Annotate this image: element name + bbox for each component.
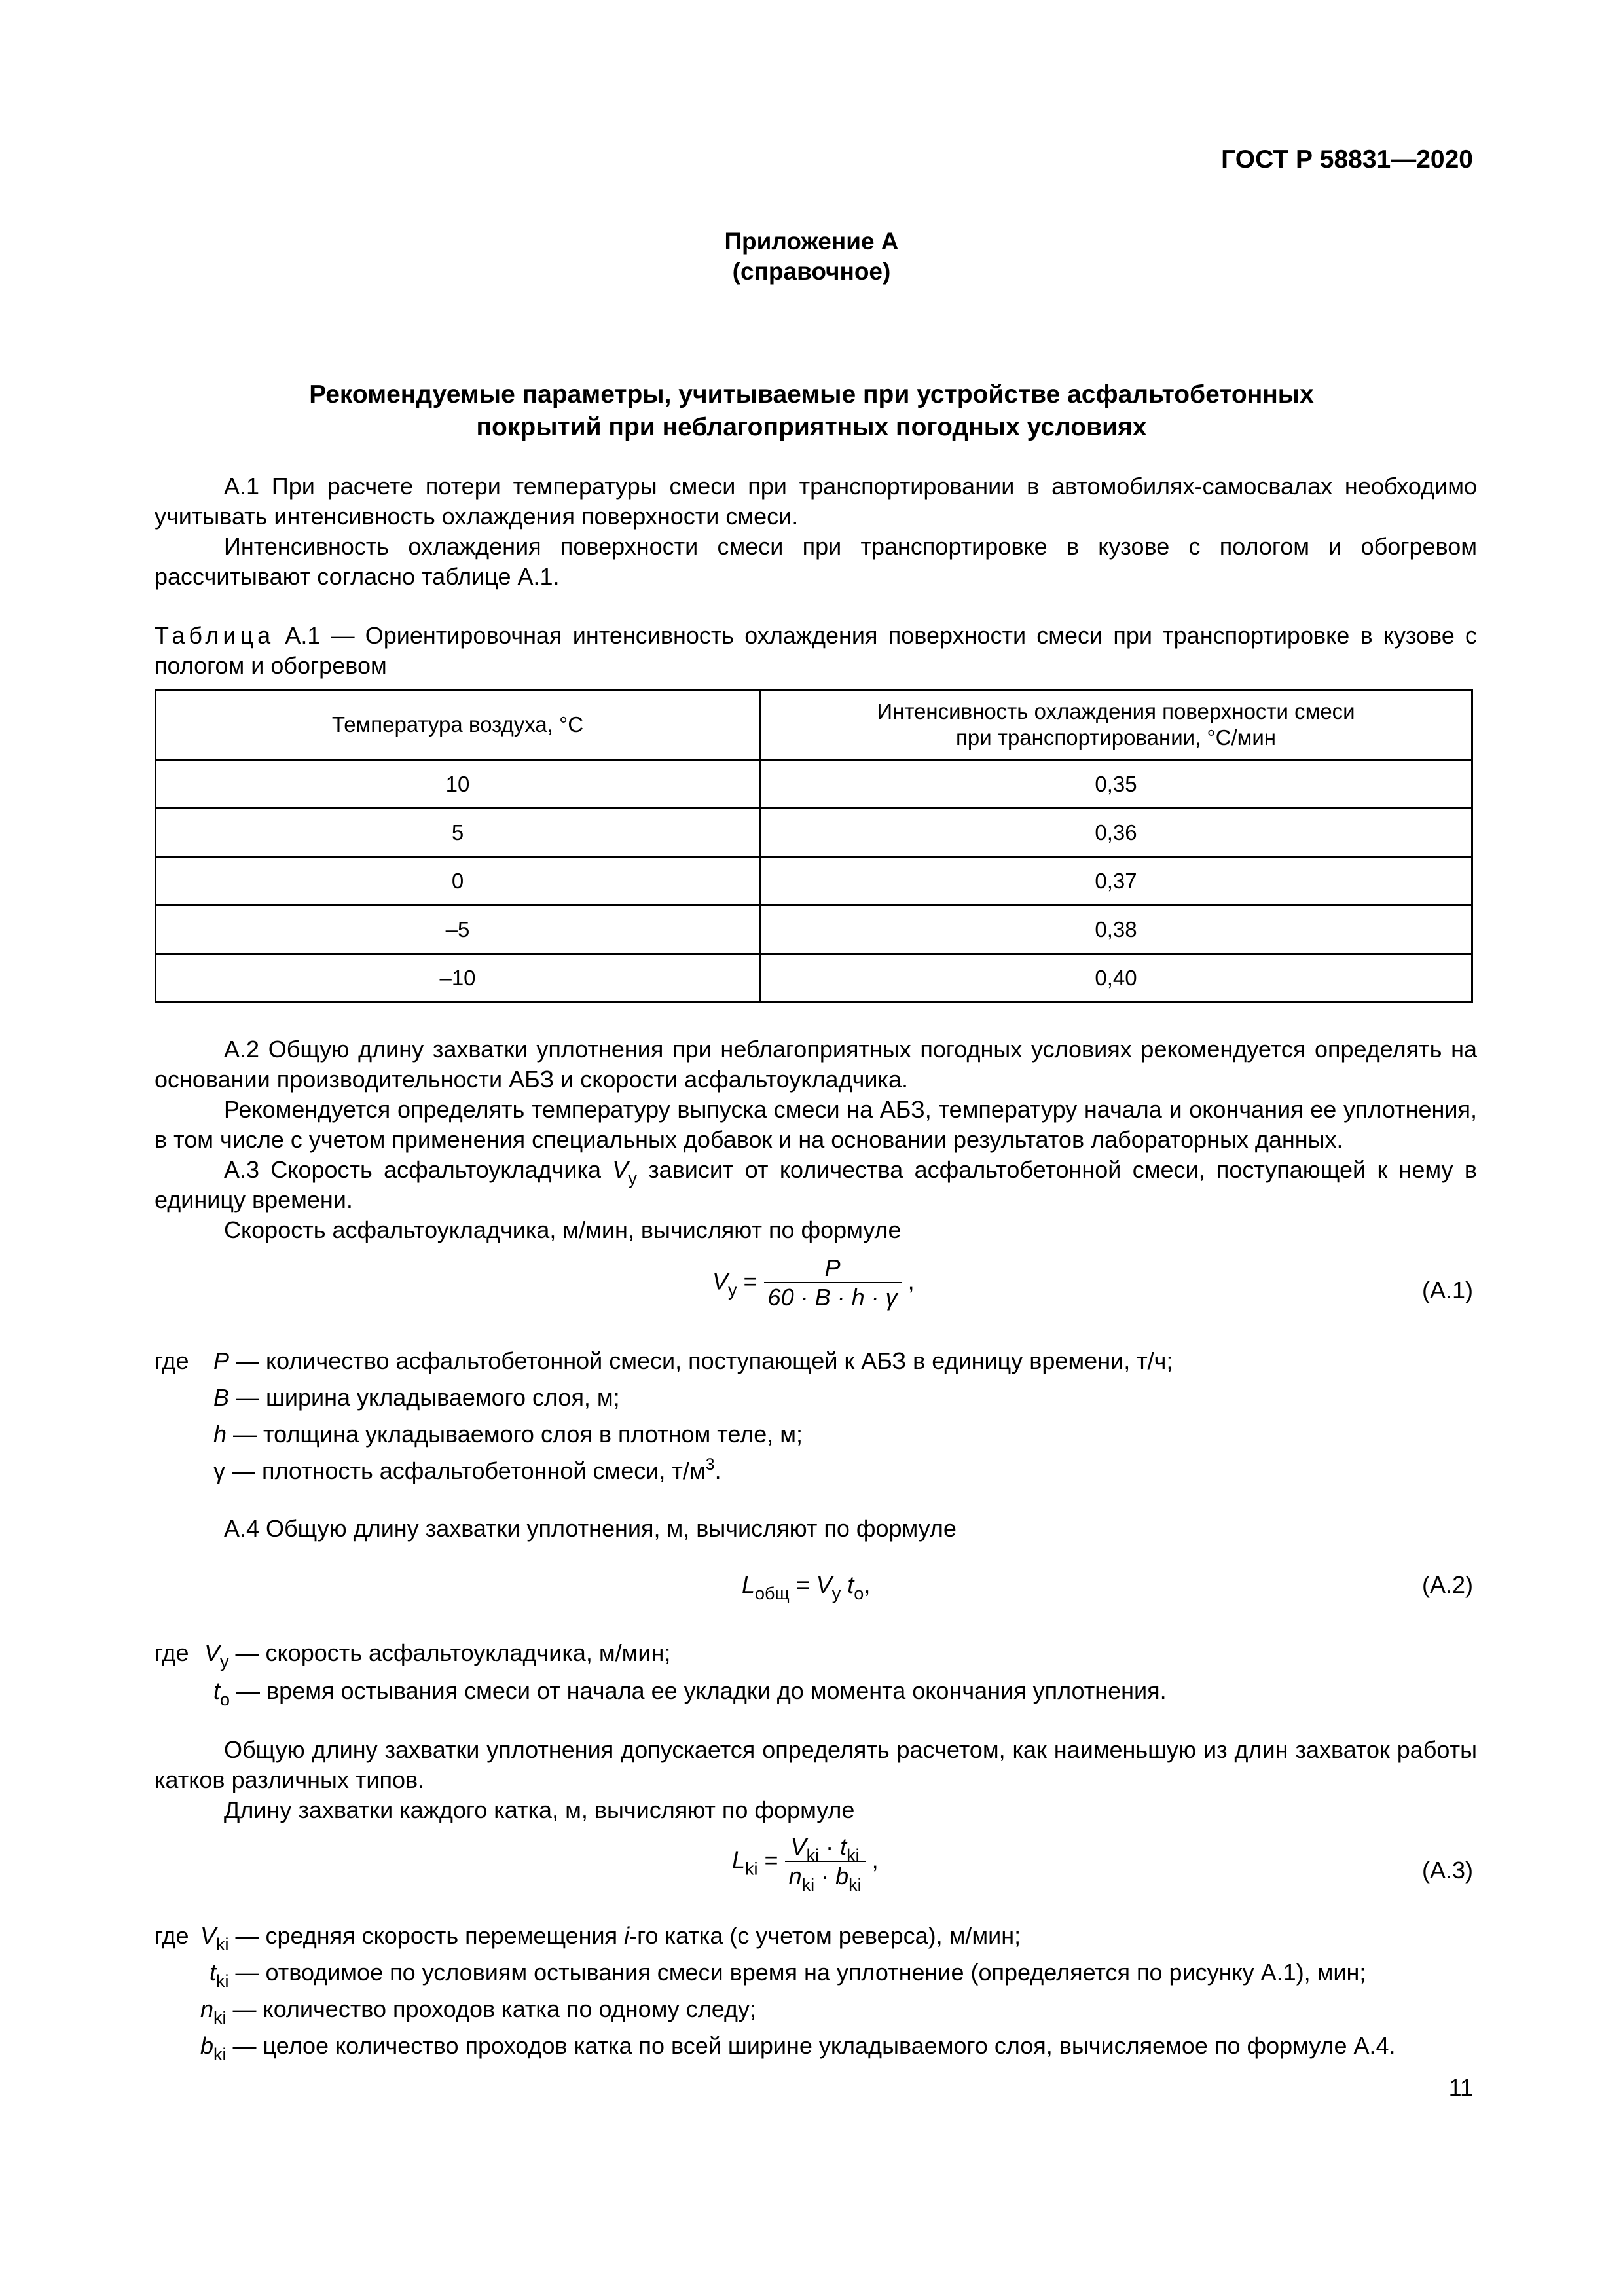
where-item xyxy=(213,1346,1173,1376)
paragraph-a3-pre: А.3 Скорость асфальтоукладчика xyxy=(224,1156,613,1183)
where-end: . xyxy=(714,1457,721,1484)
column-header-rate-line2: при транспортировании, °С/мин xyxy=(956,725,1276,750)
formula-a1-lhs-sub: у xyxy=(728,1280,737,1300)
den-a-sub: ki xyxy=(801,1875,815,1895)
standard-number: ГОСТ Р 58831—2020 xyxy=(1221,145,1473,173)
formula-a3-denominator xyxy=(785,1862,866,1895)
where-item xyxy=(200,2031,1396,2064)
table-caption xyxy=(155,621,1477,681)
where-text: — ширина укладываемого слоя, м; xyxy=(229,1384,620,1411)
cell-rate: 0,37 xyxy=(760,857,1472,905)
where-subscript: ki xyxy=(213,2045,227,2064)
formula-a2-trail: , xyxy=(864,1571,871,1598)
formula-a2-v: V xyxy=(816,1571,832,1598)
where-symbol: P xyxy=(213,1347,230,1374)
num-b-sub: ki xyxy=(847,1846,860,1865)
cell-rate: 0,36 xyxy=(760,809,1472,857)
where-subscript: о xyxy=(220,1690,230,1709)
where-label: где xyxy=(155,1347,189,1374)
where-subscript: ki xyxy=(213,2008,227,2028)
where-subscript: ki xyxy=(216,1935,229,1954)
formula-a3-fraction xyxy=(785,1833,866,1895)
formula-a1-denominator: 60 · B · h · γ xyxy=(767,1284,898,1311)
paragraph-a4b: Общую длину захватки уплотнения допускается определять расчетом, как наименьшую из длин захваток работы катков различных типов. xyxy=(155,1736,1477,1793)
where-text: — количество проходов катка по одному следу; xyxy=(226,1995,757,2022)
section-title-line1: Рекомендуемые параметры, учитываемые при устройстве асфальтобетонных xyxy=(309,380,1314,409)
formula-a2-t-sub: о xyxy=(854,1584,864,1603)
table-caption-label: Таблица xyxy=(155,622,275,649)
section-title-line2: покрытий при неблагоприятных погодных условиях xyxy=(476,413,1147,441)
where-text: — толщина укладываемого слоя в плотном теле, м; xyxy=(227,1421,803,1448)
cell-temperature: –5 xyxy=(156,905,760,954)
formula-a2-lhs: L xyxy=(742,1571,756,1598)
where-symbol: n xyxy=(200,1995,214,2022)
formula-a1-number: (А.1) xyxy=(1421,1277,1473,1303)
paragraph-a3b: Скорость асфальтоукладчика, м/мин, вычисляют по формуле xyxy=(224,1216,902,1243)
cell-rate: 0,38 xyxy=(760,905,1472,954)
table-header-row xyxy=(156,690,1472,760)
formula-a3-trail: , xyxy=(865,1846,879,1874)
where-text: — целое количество проходов катка по всей ширине укладываемого слоя, вычисляемое по формуле А.4. xyxy=(226,2032,1396,2059)
formula-a2 xyxy=(742,1571,871,1603)
table-row xyxy=(156,905,1472,954)
formula-a2-eq: = xyxy=(789,1571,816,1598)
formula-a3-lhs-sub: ki xyxy=(745,1859,758,1879)
where-item xyxy=(204,1638,671,1671)
where-subscript: ki xyxy=(216,1971,229,1991)
appendix-kind: (справочное) xyxy=(732,258,891,285)
den-b-sub: ki xyxy=(848,1875,862,1895)
where-symbol: B xyxy=(213,1384,230,1411)
formula-a3-number: (А.3) xyxy=(1421,1857,1473,1884)
where-symbol: V xyxy=(200,1922,217,1949)
paragraph-a4: А.4 Общую длину захватки уплотнения, м, вычисляют по формуле xyxy=(224,1515,957,1542)
table-caption-text: А.1 — Ориентировочная интенсивность охлаждения поверхности смеси при транспортировке в кузове с пологом и обогревом xyxy=(155,622,1477,679)
where-italic-i: i xyxy=(624,1922,630,1949)
formula-a3 xyxy=(732,1833,879,1895)
num-a: V xyxy=(790,1833,807,1860)
cooling-rate-table xyxy=(155,689,1473,1003)
column-header-temperature: Температура воздуха, °С xyxy=(156,690,760,760)
formula-a2-v-sub: у xyxy=(831,1584,841,1603)
where-item xyxy=(213,1419,803,1449)
den-a: n xyxy=(788,1863,802,1889)
num-dot: · xyxy=(819,1833,841,1860)
where-text: — скорость асфальтоукладчика, м/мин; xyxy=(228,1639,671,1666)
den-dot: · xyxy=(814,1863,836,1889)
formula-a1-numerator: P xyxy=(764,1254,902,1283)
where-item xyxy=(213,1383,620,1413)
where-item xyxy=(200,1994,757,2028)
formula-a1-eq: = xyxy=(737,1267,764,1295)
den-b: b xyxy=(835,1863,849,1889)
cell-rate: 0,35 xyxy=(760,760,1472,809)
section-title xyxy=(0,378,1623,444)
table-row xyxy=(156,857,1472,905)
where-text: — время остывания смеси от начала ее укладки до момента окончания уплотнения. xyxy=(230,1677,1167,1704)
paragraph-a3-post: зависит от количества асфальтобетонной смеси, поступающей к нему в единицу времени. xyxy=(155,1156,1477,1213)
cell-temperature: 10 xyxy=(156,760,760,809)
where-item xyxy=(213,1676,1167,1709)
formula-a1-trail: , xyxy=(901,1267,915,1295)
where-item xyxy=(210,1958,1366,1991)
paragraph-a3 xyxy=(155,1155,1477,1215)
paragraph-a2b: Рекомендуется определять температуру выпуска смеси на АБЗ, температуру начала и окончания ее уплотнения, в том числе с учетом применения специальных добавок и на основании результатов лабораторных данных. xyxy=(155,1096,1477,1153)
where-symbol: h xyxy=(213,1421,227,1448)
table-row xyxy=(156,954,1472,1002)
where-symbol: t xyxy=(213,1677,221,1704)
cell-temperature: 0 xyxy=(156,857,760,905)
paragraph-a4c: Длину захватки каждого катка, м, вычисляют по формуле xyxy=(224,1796,855,1823)
where-symbol: b xyxy=(200,2032,214,2059)
num-b: t xyxy=(840,1833,847,1860)
where-text-pre: — средняя скорость перемещения xyxy=(228,1922,625,1949)
column-header-rate xyxy=(760,690,1472,760)
where-label: где xyxy=(155,1639,189,1666)
formula-a2-lhs-sub: общ xyxy=(755,1584,790,1603)
where-superscript: 3 xyxy=(705,1455,715,1474)
where-symbol: t xyxy=(210,1959,217,1986)
symbol-v: V xyxy=(612,1156,629,1183)
symbol-v-sub: у xyxy=(628,1169,637,1188)
appendix-title: Приложение А xyxy=(724,228,899,255)
where-label: где xyxy=(155,1922,189,1949)
paragraph-a2: А.2 Общую длину захватки уплотнения при неблагоприятных погодных условиях рекомендуется определять на основании производительности АБЗ и скорости асфальтоукладчика. xyxy=(155,1036,1477,1093)
num-a-sub: ki xyxy=(806,1846,820,1865)
formula-a1-fraction xyxy=(764,1254,902,1312)
formula-a3-eq: = xyxy=(757,1846,785,1874)
where-subscript: у xyxy=(220,1652,229,1671)
cell-temperature: 5 xyxy=(156,809,760,857)
where-text: — плотность асфальтобетонной смеси, т/м xyxy=(225,1457,706,1484)
where-text: — количество асфальтобетонной смеси, поступающей к АБЗ в единицу времени, т/ч; xyxy=(229,1347,1173,1374)
formula-a3-numerator xyxy=(785,1833,866,1865)
paragraph-a1: А.1 При расчете потери температуры смеси при транспортировании в автомобилях-самосвалах необходимо учитывать интенсивность охлаждения поверхности смеси. xyxy=(155,473,1477,530)
where-item xyxy=(200,1921,1021,1954)
where-symbol: γ xyxy=(213,1457,225,1484)
table-row xyxy=(156,760,1472,809)
table-row xyxy=(156,809,1472,857)
formula-a1 xyxy=(712,1254,915,1312)
where-item xyxy=(213,1456,721,1486)
where-symbol: V xyxy=(204,1639,221,1666)
where-text: -го катка (с учетом реверса), м/мин; xyxy=(629,1922,1021,1949)
appendix-heading xyxy=(0,227,1623,287)
formula-a3-lhs: L xyxy=(732,1846,746,1874)
cell-temperature: –10 xyxy=(156,954,760,1002)
formula-a2-t: t xyxy=(841,1571,854,1598)
column-header-rate-line1: Интенсивность охлаждения поверхности смеси xyxy=(877,699,1355,723)
cell-rate: 0,40 xyxy=(760,954,1472,1002)
formula-a1-lhs: V xyxy=(712,1267,729,1295)
where-text: — отводимое по условиям остывания смеси время на уплотнение (определяется по рисунку А.1), мин; xyxy=(228,1959,1366,1986)
paragraph-a1b: Интенсивность охлаждения поверхности смеси при транспортировке в кузове с пологом и обогревом рассчитывают согласно таблице А.1. xyxy=(155,533,1477,590)
formula-a2-number: (А.2) xyxy=(1421,1571,1473,1598)
page-number: 11 xyxy=(1448,2074,1473,2101)
